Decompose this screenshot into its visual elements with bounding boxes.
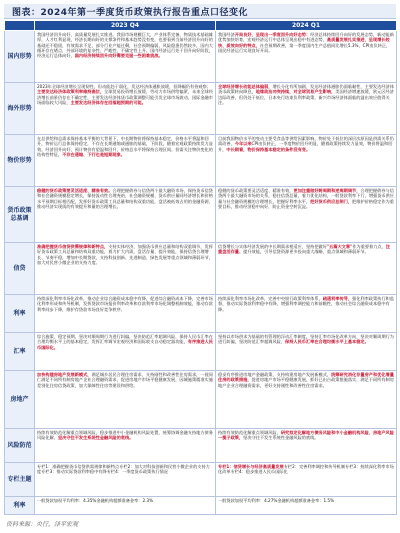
text-segment: 加强货币供应总量和结构双重调节， (137, 244, 205, 249)
text-segment: 有序推进人民币国际化。 (37, 339, 213, 350)
cell-q1 (216, 295, 397, 333)
text-segment: 专栏4：一季度货币政策执行情况 (106, 469, 168, 475)
cell-q4 (35, 497, 216, 515)
text-segment: 一视同仁满足不同所有制房地产企业合理融资需求， (37, 372, 213, 383)
text-segment: 今年以来 (234, 141, 252, 147)
text-segment: 引导信贷资源更多投向重大战略、重点领域和薄弱环节。 (264, 249, 369, 255)
text-segment: 推动社会综合融资成本稳中有降。 (218, 301, 390, 312)
text-segment: 稳健的货币政策要灵活适度、精准有效， (218, 188, 294, 193)
text-segment: 增长分化有所加剧， (272, 84, 311, 89)
text-segment: 发挥好货币政策工具总量和结构双重功能， (78, 198, 159, 204)
cell-text (218, 136, 394, 152)
cell-q1 (216, 135, 397, 187)
text-segment: 国民经济运行实现良好开局。 (218, 47, 273, 53)
text-segment: 发挥汇率调节宏观经济和国际收支自动稳定器功能， (91, 339, 188, 345)
row-category: 海外形势 (5, 83, 35, 135)
text-segment: 研究拟定化解地方债务风险和中小金融机构风险、房地产风险一揽子政策， (218, 430, 394, 441)
text-segment: 增强货币供应量与社会融资规模的合理增长， (218, 193, 394, 204)
text-segment: 开局良好，呈现出一季度回升向好态势： (234, 32, 311, 37)
text-segment: 加快构建房地产发展新模式， (37, 372, 92, 377)
cell-text (37, 244, 213, 265)
text-segment: 国内经济运行处于回升向好阶段，经济运行总体向好， (37, 47, 213, 59)
row-category: 货币政策总基调 (5, 187, 35, 243)
text-segment: 我国经济 (218, 32, 235, 37)
cell-q4 (35, 187, 216, 243)
text-segment: 物价将温和回升， (218, 141, 393, 152)
text-segment: 坚决对顺周期行为进行纠偏， (218, 334, 394, 345)
text-segment: 坚决守住不发生系统性金融风险的底线。 (57, 435, 134, 441)
text-segment: 2023年全球经济增长呈现韧性，但动能趋于弱化，发达经济体通胀放缓，但降幅仍有待观察； (37, 84, 211, 89)
text-segment: 推动实际贷款利率稳中有降， (226, 301, 281, 307)
row-category: 房地产 (5, 371, 35, 429)
text-segment: 满足城乡居民合理住房需求， (91, 372, 146, 377)
text-segment: 强化利率政策执行和监督， (218, 296, 394, 307)
text-segment: 持续有效防范化解重点领域风险， (218, 430, 281, 435)
text-segment: 国内经济持续回升向好需要克服一些困难挑战。 (74, 53, 163, 59)
text-segment: 专栏4：稳步推进人民币国际化 (230, 469, 288, 475)
text-segment: 加大保障性住房等建设和供给。 (78, 382, 138, 388)
text-segment: 金融机构超额准备金率：1.5% (277, 498, 335, 503)
table-row (5, 463, 397, 497)
cell-text (218, 32, 394, 53)
row-category: 国内形势 (5, 31, 35, 83)
text-segment: 支持实体经济， (108, 244, 138, 249)
text-segment: 但需关注物价变化的结构性特征， (37, 146, 213, 157)
header-category (5, 21, 35, 31)
text-segment: 完善中央银行政策利率体系， (268, 296, 323, 301)
report-title-bar (4, 4, 396, 19)
row-category: 风险防范 (5, 429, 35, 463)
text-segment: "五篇大文章" (326, 244, 353, 249)
text-segment: 主要发达经济体存在回落超预期的可能。 (70, 99, 146, 105)
table-row (5, 83, 397, 135)
text-segment: 作为重要着力点， (352, 244, 386, 249)
row-category: 专栏主题 (5, 463, 35, 497)
text-segment: 注重盘活存量、 (218, 244, 390, 255)
text-segment: 专栏1：信贷增长与经济高质量发展 (218, 464, 284, 469)
text-segment: 与实体经济发展的中长期需求相适应， (234, 244, 306, 249)
cell-text (37, 296, 213, 312)
text-segment: 物价保持基本稳定的条件没有变。 (247, 146, 311, 152)
cell-q1 (216, 187, 397, 243)
row-category: 利率 (5, 497, 35, 515)
cell-q1 (216, 83, 397, 135)
cell-text (218, 188, 394, 209)
cell-text (37, 136, 213, 157)
cell-q1 (216, 31, 397, 83)
text-segment: 下阶段，随着宏观政策持续发力显效， (37, 141, 213, 152)
text-segment: 主要发达经济体政策利率维持高位， (37, 89, 105, 95)
text-segment: 未来全球经济增长前景仍存在不确定性，主要发达经济体货币政策调整可能引发全球市场波动，国际金融市场面临较大风险， (37, 89, 213, 105)
cell-q4 (35, 333, 216, 371)
row-category: 汇率 (5, 333, 35, 371)
cell-text (37, 32, 213, 58)
text-segment: 也要看到当前经济回升向好的基础还不稳固，有效需求不足， (37, 37, 213, 48)
header-q4: 2023 Q4 (35, 21, 216, 31)
cell-text (218, 464, 394, 475)
table-row (5, 429, 397, 463)
text-segment: 发挥贷款市场报价利率改革和存款利率市场化调整机制效能， (83, 301, 197, 307)
text-segment: 发达经济体通胀仍面临黏性， (310, 84, 365, 89)
text-segment: 新兴市场经济体面临的溢出效应值得关注。 (218, 94, 390, 105)
text-segment: 保持人民币汇率在合理均衡水平上基本稳定。 (285, 339, 369, 345)
text-segment: 合理把握债券与信贷两个最大融资市场， (112, 188, 188, 193)
text-segment: 专栏2：完善利率调控和传导机制 (283, 464, 346, 469)
text-segment: 统筹协调金融支持地方债务风险化解， (37, 430, 213, 441)
text-segment: 目前我国物价水平的变动主要受食品等供给因素影响， (218, 136, 319, 141)
text-segment: 经济总体持续回升向好的发展态势， (310, 32, 378, 37)
text-segment: 坚决防范汇率超调风险， (238, 339, 286, 345)
text-segment: 一般贷款加权平均利率：4.27% (218, 498, 278, 503)
text-segment: 不存在通缩、下行也是短期现象。 (62, 151, 125, 157)
text-segment: 统筹研究消化存量房产和优化增量住房的政策措施， (218, 372, 394, 383)
text-segment: 抓好已出台政策措施落实， (310, 377, 361, 383)
text-segment: 高质量发展扎实推进，呈现增长较快、质效向好的特点， (218, 37, 390, 48)
text-segment: 坚持以市场供求为基础的有管理的浮动汇率制度， (218, 334, 311, 339)
text-segment: 着力优化结构， (301, 193, 332, 199)
cell-q1 (216, 333, 397, 371)
table-row (5, 333, 397, 371)
text-segment: 推动经济实现质的有效提升和量的合理增长。 (37, 203, 121, 209)
cell-text (218, 498, 394, 503)
cell-q4 (35, 83, 216, 135)
text-segment: 推动企业综合融资成本稳中有降， (87, 296, 151, 301)
text-segment: 一般贷款利率下行， (331, 193, 369, 199)
text-segment: CPI由负转正， (362, 42, 391, 48)
cell-text (218, 430, 394, 441)
cell-q1 (216, 371, 397, 429)
cell-text (218, 244, 394, 255)
text-segment: 把好货币供应总闸门， (310, 198, 353, 204)
table-row (5, 135, 397, 187)
text-segment: 把握好利率水平， (276, 198, 311, 204)
cell-text (37, 84, 213, 105)
cell-q4 (35, 31, 216, 83)
cell-q1 (216, 497, 397, 515)
text-segment: 综合施策、稳定预期， (37, 334, 79, 339)
cell-q4 (35, 295, 216, 333)
cell-text (37, 498, 213, 503)
text-segment: 防止资金空转沉淀。 (272, 203, 311, 209)
text-segment: 金融机构超额准备金率：2.3% (96, 498, 154, 503)
text-segment: 部分行业产能过剩，社会预期偏弱，风险隐患仍然较多，国内大循环存在堵点，外部环境的复杂性、严峻性、不确定性上升。 (37, 42, 213, 53)
source-note: 资料来源：央行，泽平宏观 (6, 521, 79, 528)
text-segment: 欧元区经济边际改善，但仍处于低位， (218, 89, 394, 100)
cell-text (218, 296, 394, 312)
text-segment: 增强利率调控能力和前瞻性， (280, 301, 336, 307)
text-segment: 满足不同所有制房地产企业合理融资需求， (218, 377, 394, 388)
text-segment: 盘活被低效占用的金融资源， (158, 198, 213, 204)
table-row (5, 371, 397, 429)
cell-q1 (216, 429, 397, 463)
cell-text (37, 464, 213, 475)
text-segment: 稳妥有序推进房地产金融政策， (218, 372, 277, 377)
text-segment: 稳步推进中小金融机构风险处置， (99, 430, 163, 435)
text-segment: 第一季度国内生产总值同比增长5.3%， (289, 42, 363, 48)
text-segment: 坚持把做好 (305, 244, 327, 249)
text-segment: 促进房地产市场平稳健康发展， (120, 377, 180, 383)
cell-text (37, 188, 213, 209)
cell-text (37, 430, 213, 441)
text-segment: 社会融资规模、货币供应量同经济增长和价格水平预期目标相匹配， (37, 193, 213, 204)
text-segment: 提升效能， (243, 249, 265, 255)
text-segment: 价格总水平将保持合理区间。 (120, 146, 176, 152)
text-segment: 推动存款利率同步下降， (37, 301, 213, 312)
text-segment: 支持刚性和改善性住房需求， (145, 372, 201, 377)
text-segment: 完善市场化利率形成和传导机制， (37, 296, 213, 307)
text-segment: 发挥好货币政策工具总量和结构双重功能， (37, 244, 213, 255)
text-segment: 社会预期改善， (259, 42, 290, 48)
text-segment: 专栏2：加大对科技创新和民营小微企业的支持力度 (37, 464, 210, 475)
text-segment: 坚持汇率市场化改革方向， (310, 334, 361, 339)
text-segment: 经济回升向好，预计物价有望温和回升， (45, 146, 121, 152)
cell-q1 (216, 463, 397, 497)
text-segment: 增加中长期贷款， (66, 254, 100, 260)
table-header-row (5, 21, 397, 31)
text-segment: 持续有效防范化解重点领域风险， (37, 430, 100, 435)
table-row (5, 295, 397, 333)
text-segment: 专栏1：准确把握货币信贷供需规律和新特点 (37, 464, 120, 469)
cell-text (37, 372, 213, 388)
text-segment: 中长期看， (226, 146, 248, 152)
header-q1: 2024 Q1 (216, 21, 397, 31)
table-row (5, 497, 397, 515)
cell-text (37, 334, 213, 350)
text-segment: 信贷增长 (218, 244, 235, 249)
table-row (5, 243, 397, 295)
text-segment: 坚决对顺周期行为进行纠偏， (78, 334, 134, 339)
text-segment: 专栏3：持续深化利率市场化改革 (218, 464, 394, 475)
text-segment: 坚决防范汇率超调风险， (133, 334, 180, 339)
text-segment: 一季度物价回升明显， (279, 141, 322, 147)
cell-q4 (35, 371, 216, 429)
table-body (5, 31, 397, 515)
table-row (5, 187, 397, 243)
text-segment: 推动经济稳中向好， (234, 203, 273, 209)
text-segment: 地缘政治冲突持续，对全球贸易产生影响， (255, 89, 336, 95)
cell-text (218, 334, 394, 345)
comparison-table (4, 20, 397, 515)
text-segment: 美国经济增速放缓， (335, 89, 373, 95)
text-segment: 保持人民币汇率在合理均衡水平上的基本稳定， (37, 334, 213, 345)
text-segment: 促进综合融资成本下降， (150, 296, 197, 301)
text-segment: 疏通利率传导， (322, 296, 353, 301)
text-segment: 全球贸易投资增长放缓，劳动力市场供给偏紧， (104, 89, 192, 95)
text-segment: 价格水平将温和回升，物价运行总体保持稳定，不存在长期通缩或通胀的基础， (37, 136, 209, 147)
text-segment: 专栏3：推动实际贷款利率稳中有降 (41, 469, 107, 475)
text-segment: 在总供给和总需求保持基本平衡的大背景下，中长期物价将保持基本稳定， (37, 136, 176, 141)
text-segment: 主要发达经济体货币政策转向降息， (218, 84, 394, 95)
text-segment: 支持科技创新、先进制造、绿色发展等重点领域和薄弱环节， (99, 254, 213, 260)
text-segment: 日本央行结束负利率政策， (268, 94, 319, 100)
cell-q4 (35, 135, 216, 187)
text-segment: 准确把握货币信贷供需规律和新特点， (37, 244, 109, 249)
cell-text (218, 372, 394, 388)
text-segment: 保持流动性合理充裕， (87, 193, 130, 199)
text-segment: 宏观经济运行中总体呈现出稳中有进态势， (247, 37, 327, 43)
text-segment: 随着政策持续发力显效， (321, 141, 368, 147)
text-segment: CPI由负转正， (251, 141, 280, 147)
text-segment: 持续深化利率市场化改革， (37, 296, 88, 301)
row-category: 信贷 (5, 243, 35, 295)
text-segment: 因城施策精准实施差别化住房信贷政策， (37, 377, 213, 388)
text-segment: 新动能新优势加快培育， (218, 32, 394, 43)
text-segment: 我国经济回升向好，高质量发展扎实推进。我国市场规模巨大，产业体系完备，物质技术基础雄厚，人才红利显现，经济长期向好的支撑条件和基本趋势没有变， (37, 32, 213, 43)
text-segment: 着力扩大内需， (108, 249, 138, 255)
row-category: 物价形势 (5, 135, 35, 187)
text-segment: 稳健的货币政策要灵活适度、精准有效。 (37, 188, 113, 193)
text-segment: 保持信贷合理增长、节奏平稳， (37, 249, 209, 260)
text-segment: 更加注重做好跨周期和逆周期调节， (293, 188, 361, 193)
cell-q4 (35, 463, 216, 497)
cell-text (218, 84, 394, 105)
row-category: 利率 (5, 295, 35, 333)
text-segment: 合理把握债券与信贷两个最大融资市场的关系， (218, 188, 394, 199)
text-segment: 促进房地产市场平稳健康发展， (251, 377, 311, 383)
text-segment: 一般贷款加权平均利率：4.35% (37, 498, 97, 503)
text-segment: 保持货币信贷和社会融资规模稳定增长， (37, 188, 213, 199)
cell-q4 (35, 243, 216, 295)
text-segment: 坚决守住不发生系统性金融风险的底线。 (243, 435, 319, 441)
text-segment: 更好支持刚性和改善性住房需求。 (264, 382, 327, 388)
table-row (5, 31, 397, 83)
text-segment: 把维护价格稳定作为重要目标， (218, 198, 394, 209)
text-segment: 全球经济增长动能总体偏弱， (218, 84, 273, 89)
text-segment: 支持构建房地产发展新模式， (276, 372, 332, 377)
text-segment: 盘活存量、提升效能， (137, 249, 180, 255)
text-segment: 物价处于低位的深层次原因是供需关系仍需改善， (218, 136, 394, 147)
text-segment: 持续深化利率市场化改革， (218, 296, 269, 301)
text-segment: 加大对民营小微企业的支持力度。 (37, 259, 100, 265)
text-segment: 维护存贷款市场良好竞争秩序。 (66, 306, 125, 312)
cell-q1 (216, 243, 397, 295)
report-title: 图表：2024年第一季度货币政策执行报告重点口径变化 (12, 8, 249, 18)
cell-q4 (35, 429, 216, 463)
text-segment: 稳住信贷总量， (272, 193, 302, 199)
